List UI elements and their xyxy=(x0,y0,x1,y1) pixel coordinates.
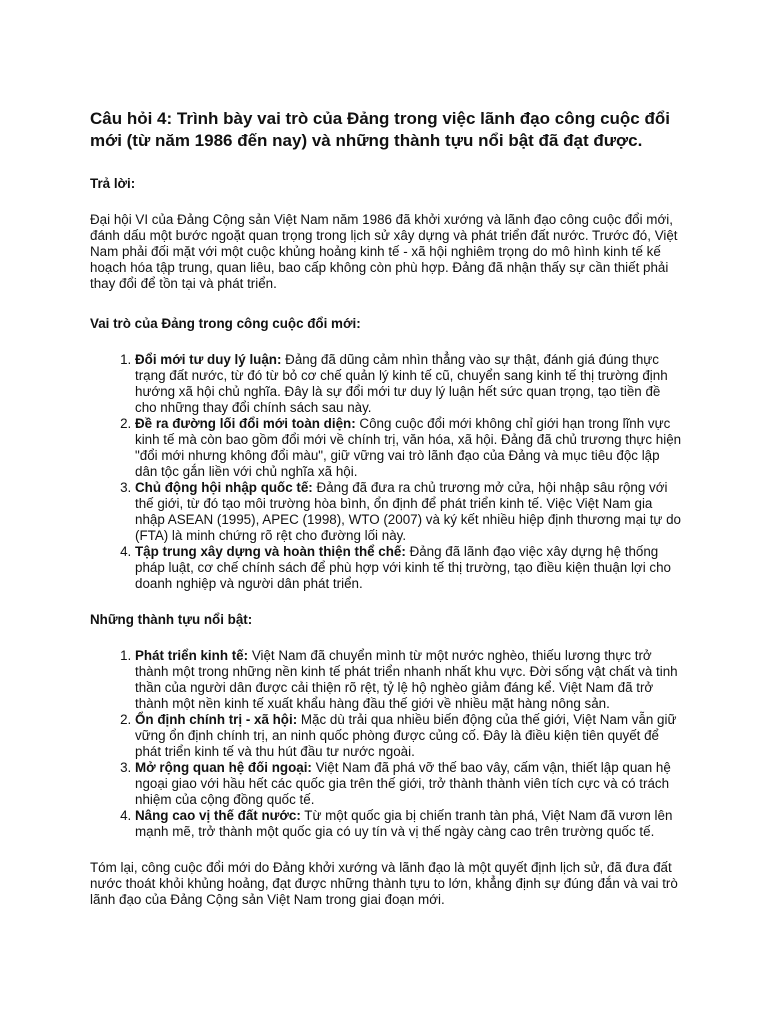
role-item-text: Đảng đã đưa ra chủ trương mở cửa, hội nhập sâu rộng với thế giới, từ đó tạo môi trường hòa bình, ổn định để phát triển kinh tế. Việc Việt Nam gia nhập ASEAN (1995), APEC (1998), WTO (2007) và ký kết nhiều hiệp định thương mại tự do (FTA) là minh chứng rõ rệt cho đường lối này. xyxy=(135,480,682,543)
achievement-item-text: Việt Nam đã phá vỡ thế bao vây, cấm vận, thiết lập quan hệ ngoại giao với hầu hết các quốc gia trên thế giới, trở thành thành viên tích cực và có trách nhiệm của cộng đồng quốc tế. xyxy=(135,760,671,807)
role-item-text: Đảng đã lãnh đạo việc xây dựng hệ thống pháp luật, cơ chế chính sách để phù hợp với kinh tế thị trường, tạo điều kiện thuận lợi cho doanh nghiệp và người dân phát triển. xyxy=(135,544,671,591)
achievement-item-title: Mở rộng quan hệ đối ngoại: xyxy=(135,760,312,775)
role-item-text: Đảng đã dũng cảm nhìn thẳng vào sự thật, đánh giá đúng thực trạng đất nước, từ đó từ bỏ cơ chế quản lý kinh tế cũ, chuyển sang kinh tế thị trường định hướng xã hội chủ nghĩa. Đây là sự đổi mới tư duy lý luận hết sức quan trọng, tạo tiền đề cho những thay đổi chính sách sau này. xyxy=(135,352,668,415)
achievement-item xyxy=(135,808,682,840)
achievement-item-text: Việt Nam đã chuyển mình từ một nước nghèo, thiếu lương thực trở thành một trong những nền kinh tế phát triển nhanh nhất khu vực. Đời sống vật chất và tinh thần của người dân được cải thiện rõ rệt, tỷ lệ hộ nghèo giảm đáng kể. Việt Nam đã trở thành một nền kinh tế xuất khẩu hàng đầu thế giới về nhiều mặt hàng nông sản. xyxy=(135,648,678,711)
role-item-title: Đề ra đường lối đổi mới toàn diện: xyxy=(135,416,356,431)
roles-heading: Vai trò của Đảng trong công cuộc đổi mới: xyxy=(90,316,361,331)
document-title: Câu hỏi 4: Trình bày vai trò của Đảng trong việc lãnh đạo công cuộc đổi mới (từ năm 1986 đến nay) và những thành tựu nổi bật đã đạt được. xyxy=(90,109,670,150)
achievement-item xyxy=(135,648,682,712)
document-page xyxy=(90,108,682,908)
role-item xyxy=(135,352,682,416)
achievement-item xyxy=(135,760,682,808)
role-item xyxy=(135,480,682,544)
achievements-heading: Những thành tựu nổi bật: xyxy=(90,612,253,627)
achievements-list xyxy=(90,648,682,840)
role-item-title: Chủ động hội nhập quốc tế: xyxy=(135,480,313,495)
achievement-item-title: Nâng cao vị thế đất nước: xyxy=(135,808,301,823)
roles-list xyxy=(90,352,682,592)
role-item-title: Tập trung xây dựng và hoàn thiện thể chế: xyxy=(135,544,406,559)
achievement-item-text: Từ một quốc gia bị chiến tranh tàn phá, Việt Nam đã vươn lên mạnh mẽ, trở thành một quốc gia có uy tín và vị thế ngày càng cao trên trường quốc tế. xyxy=(135,808,673,839)
role-item-text: Công cuộc đổi mới không chỉ giới hạn trong lĩnh vực kinh tế mà còn bao gồm đổi mới về chính trị, văn hóa, xã hội. Đảng đã chủ trương thực hiện "đổi mới nhưng không đổi màu", giữ vững vai trò lãnh đạo của Đảng và mục tiêu độc lập dân tộc gắn liền với chủ nghĩa xã hội. xyxy=(135,416,682,479)
role-item-title: Đổi mới tư duy lý luận: xyxy=(135,352,282,367)
achievement-item xyxy=(135,712,682,760)
conclusion-paragraph: Tóm lại, công cuộc đổi mới do Đảng khởi xướng và lãnh đạo là một quyết định lịch sử, đã đưa đất nước thoát khỏi khủng hoảng, đạt được những thành tựu to lớn, khẳng định sự đúng đắn và vai trò lãnh đạo của Đảng Cộng sản Việt Nam trong giai đoạn mới. xyxy=(90,860,678,907)
intro-paragraph: Đại hội VI của Đảng Cộng sản Việt Nam năm 1986 đã khởi xướng và lãnh đạo công cuộc đổi mới, đánh dấu một bước ngoặt quan trọng trong lịch sử xây dựng và phát triển đất nước. Trước đó, Việt Nam phải đối mặt với một cuộc khủng hoảng kinh tế - xã hội nghiêm trọng do mô hình kinh tế kế hoạch hóa tập trung, quan liêu, bao cấp không còn phù hợp. Đảng đã nhận thấy sự cần thiết phải thay đổi để tồn tại và phát triển. xyxy=(90,212,678,291)
role-item xyxy=(135,544,682,592)
answer-label: Trả lời: xyxy=(90,176,136,191)
role-item xyxy=(135,416,682,480)
achievement-item-title: Phát triển kinh tế: xyxy=(135,648,249,663)
achievement-item-text: Mặc dù trải qua nhiều biến động của thế giới, Việt Nam vẫn giữ vững ổn định chính trị, an ninh quốc phòng được củng cố. Đây là điều kiện tiên quyết để phát triển kinh tế và thu hút đầu tư nước ngoài. xyxy=(135,712,677,759)
achievement-item-title: Ổn định chính trị - xã hội: xyxy=(135,712,298,727)
